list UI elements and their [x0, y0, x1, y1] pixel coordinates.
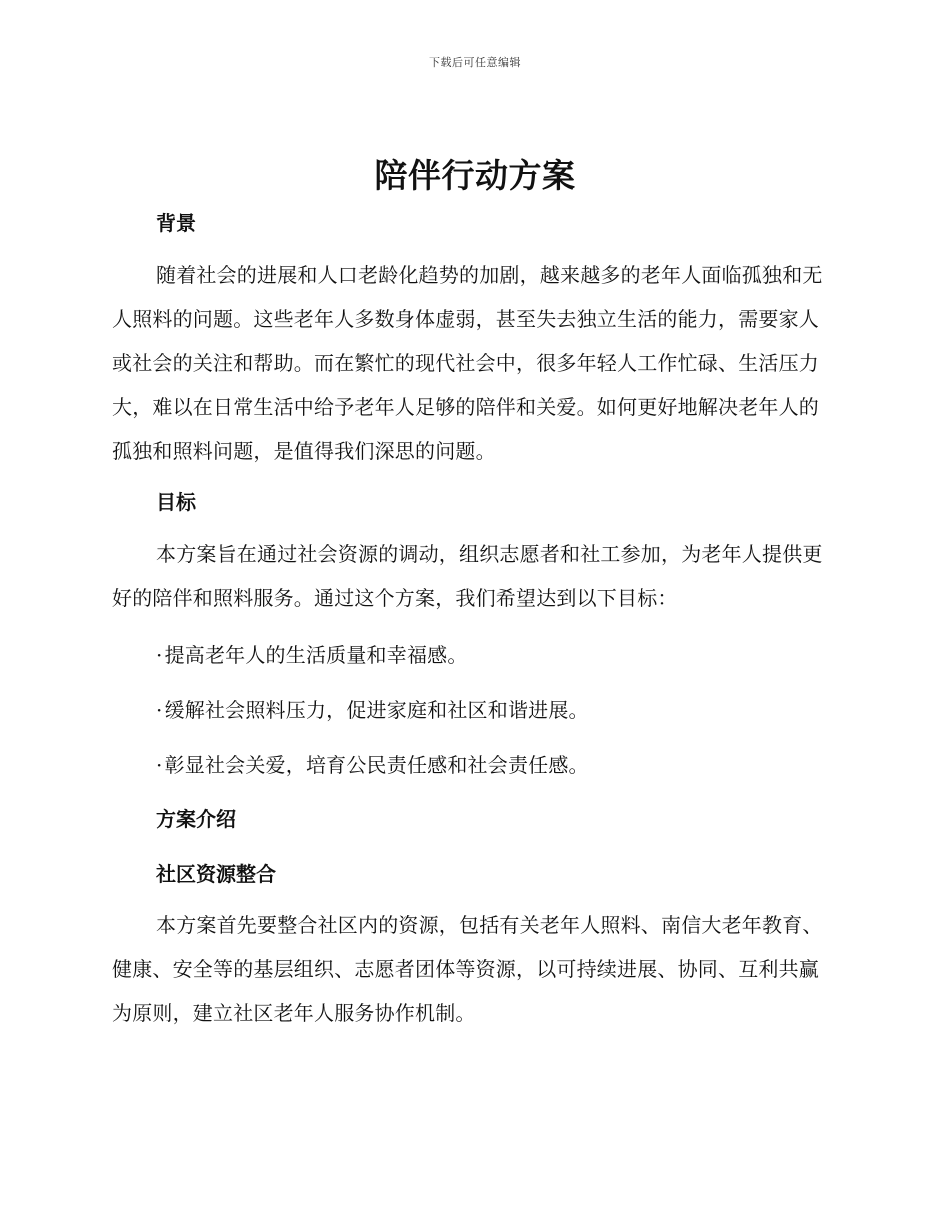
goal-bullet-item: [156, 694, 589, 723]
goal-bullet-text: 缓解社会照料压力，促进家庭和社区和谐进展。: [164, 698, 589, 722]
bullet-marker: ·: [156, 643, 163, 667]
bullet-marker: ·: [156, 698, 163, 722]
section-heading-background: 背景: [156, 211, 196, 235]
goals-paragraph: 本方案旨在通过社会资源的调动，组织志愿者和社工参加，为老年人提供更好的陪伴和照料服务。通过这个方案，我们希望达到以下目标：: [112, 542, 823, 610]
header-note: 下载后可任意编辑: [429, 56, 521, 69]
goal-bullet-item: [156, 639, 468, 668]
background-paragraph: 随着社会的进展和人口老龄化趋势的加剧，越来越多的老年人面临孤独和无人照料的问题。这些老年人多数身体虚弱，甚至失去独立生活的能力，需要家人或社会的关注和帮助。而在繁忙的现代社会中，很多年轻人工作忙碌、生活压力大，难以在日常生活中给予老年人足够的陪伴和关爱。如何更好地解决老年人的孤独和照料问题，是值得我们深思的问题。: [112, 263, 823, 463]
goal-bullet-item: [156, 749, 589, 778]
section-heading-plan: 方案介绍: [156, 807, 236, 831]
bullet-marker: ·: [156, 753, 163, 777]
goal-bullet-text: 彰显社会关爱，培育公民责任感和社会责任感。: [164, 753, 589, 777]
section-heading-goals: 目标: [156, 490, 196, 514]
document-title: 陪伴行动方案: [374, 156, 576, 195]
plan-paragraph: 本方案首先要整合社区内的资源，包括有关老年人照料、南信大老年教育、健康、安全等的基层组织、志愿者团体等资源，以可持续进展、协同、互利共赢为原则，建立社区老年人服务协作机制。: [112, 913, 823, 1025]
goal-bullet-text: 提高老年人的生活质量和幸福感。: [164, 643, 468, 667]
subsection-heading-resources: 社区资源整合: [156, 862, 276, 886]
